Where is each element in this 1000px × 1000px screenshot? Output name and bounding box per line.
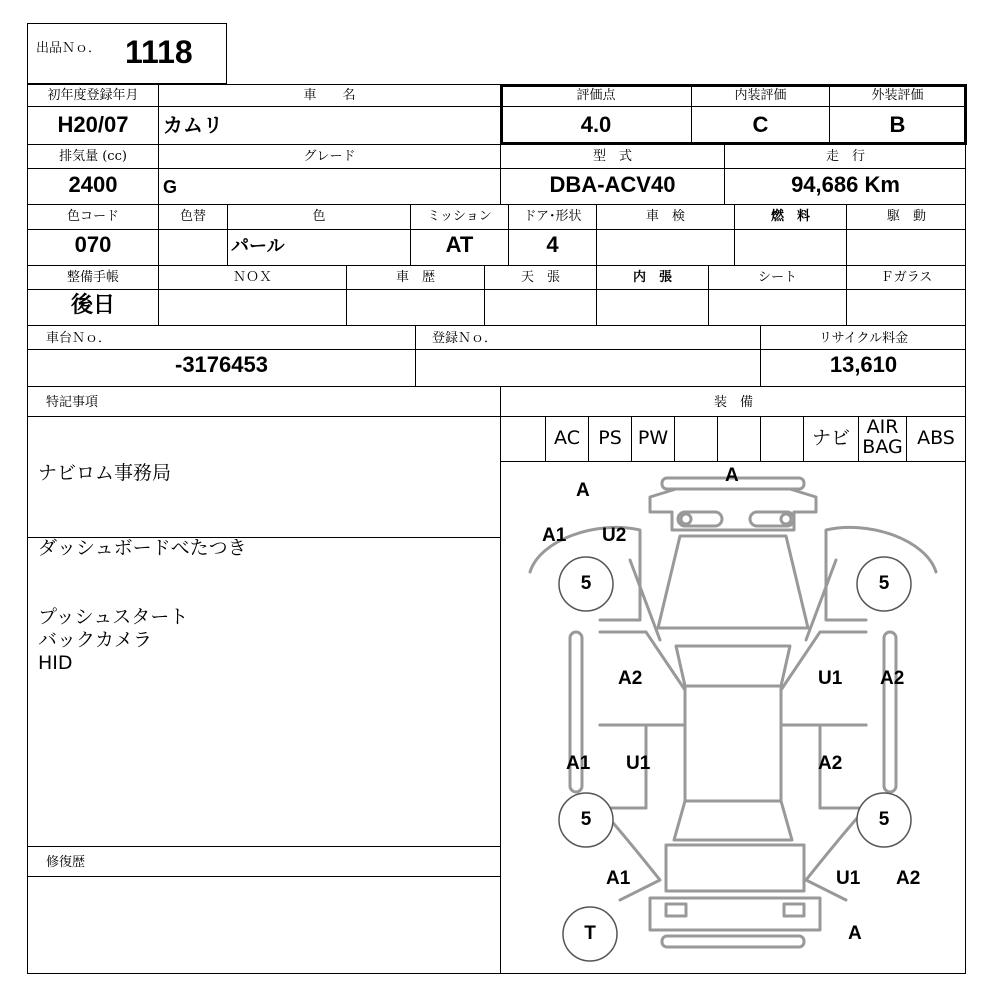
model-code: DBA-ACV40	[549, 172, 676, 197]
note-line-5: HID	[38, 652, 73, 674]
model-code-label: 型 式	[592, 149, 632, 164]
nox-label: ＮＯＸ	[232, 270, 272, 285]
notes-label: 特記事項	[46, 395, 99, 410]
fuel-label: 燃 料	[770, 209, 810, 224]
equipment-navi: ナビ	[811, 427, 850, 449]
exterior-score: B	[889, 112, 906, 137]
mark-left-front-wheel: 5	[580, 573, 592, 594]
maintenance: 後日	[70, 293, 115, 318]
trunk-shape	[666, 845, 804, 891]
mark-left-rear-door-u: U1	[626, 753, 651, 774]
color-code-label: 色コード	[66, 209, 119, 224]
mark-left-rear-wheel: 5	[580, 809, 592, 830]
equipment-label: 装 備	[713, 395, 753, 410]
color-code: 070	[74, 232, 112, 257]
car-name-label: 車 名	[303, 88, 356, 103]
mark-right-rear-wheel: 5	[878, 809, 890, 830]
lot-number-label: 出品Ｎｏ．	[36, 41, 102, 56]
repaint-label: 色替	[179, 209, 206, 224]
chassis-number-label: 車台Ｎｏ．	[46, 331, 112, 346]
grade-label: グレード	[303, 149, 356, 164]
mark-left-rear-door-a: A1	[566, 753, 591, 774]
mission: AT	[445, 232, 474, 257]
right-sill-shape	[884, 632, 896, 792]
exterior-score-label: 外装評価	[871, 88, 924, 103]
chassis-number: -3176453	[175, 352, 268, 377]
recycle-fee-label: リサイクル料金	[818, 331, 909, 346]
equipment-airbag-2: BAG	[862, 436, 903, 458]
interior-score-label: 内装評価	[734, 88, 787, 103]
score-label: 評価点	[576, 88, 616, 103]
grade: G	[163, 177, 178, 197]
registration-number-label: 登録Ｎｏ．	[432, 331, 498, 346]
mission-label: ミッション	[427, 209, 492, 224]
inspection-label: 車 検	[645, 209, 685, 224]
mileage-label: 走 行	[825, 149, 865, 164]
interior-trim-label: 内 張	[632, 270, 672, 285]
rear-window-shape	[674, 801, 792, 840]
mark-rear-bumper: A	[848, 923, 862, 944]
sunroof-label: 天 張	[520, 270, 560, 285]
history-label: 車 歴	[395, 270, 435, 285]
mark-front-bumper: A	[725, 465, 739, 486]
seat-label: シート	[757, 270, 797, 285]
score: 4.0	[580, 112, 612, 137]
color-label: 色	[312, 209, 326, 224]
mark-trunk-right-u: U1	[836, 868, 861, 889]
mark-left-front-door: A2	[618, 668, 643, 689]
cabin-shape	[676, 646, 790, 686]
displacement: 2400	[68, 172, 118, 197]
mark-left-front-headlight: U2	[602, 525, 627, 546]
note-line-4: バックカメラ	[38, 629, 153, 651]
interior-score: C	[752, 112, 769, 137]
mark-trunk-right-a: A2	[896, 868, 921, 889]
maintenance-label: 整備手帳	[66, 270, 119, 285]
roof-shape	[685, 686, 781, 801]
door-label: ドア･形状	[523, 209, 582, 224]
mark-right-front-wheel: 5	[878, 573, 890, 594]
car-name: カムリ	[163, 113, 223, 137]
equipment-abs: ABS	[917, 427, 955, 449]
mark-left-front-fender: A1	[542, 525, 567, 546]
equipment-ps: PS	[598, 427, 622, 449]
fglass-label: Ｆガラス	[880, 270, 933, 285]
note-line-3: プッシュスタート	[38, 606, 189, 628]
first-registration: H20/07	[57, 112, 129, 137]
equipment-ac: AC	[554, 427, 580, 449]
note-line-2: ダッシュボードべたつき	[38, 537, 247, 559]
hood-shape	[658, 536, 808, 628]
mark-trunk-left: A1	[606, 868, 631, 889]
repair-history-label: 修復歴	[46, 855, 86, 870]
mark-right-front-door-a: A2	[880, 668, 905, 689]
recycle-fee: 13,610	[829, 352, 898, 377]
drive-label: 駆 動	[886, 209, 926, 224]
equipment-airbag-1: AIR	[866, 416, 899, 438]
mark-tire: T	[584, 923, 596, 944]
mark-hood-front: A	[576, 480, 590, 501]
door: 4	[546, 232, 559, 257]
note-line-1: ナビロム事務局	[38, 462, 172, 484]
mileage: 94,686 Km	[791, 172, 900, 197]
displacement-label: 排気量 (cc)	[59, 149, 127, 164]
mark-right-front-door-u: U1	[818, 668, 843, 689]
lot-number: 1118	[125, 34, 193, 70]
left-front-door-shape	[600, 632, 685, 725]
color: パール	[231, 236, 285, 257]
equipment-pw: PW	[637, 427, 669, 449]
first-registration-label: 初年度登録年月	[47, 88, 139, 103]
mark-right-rear-door: A2	[818, 753, 843, 774]
